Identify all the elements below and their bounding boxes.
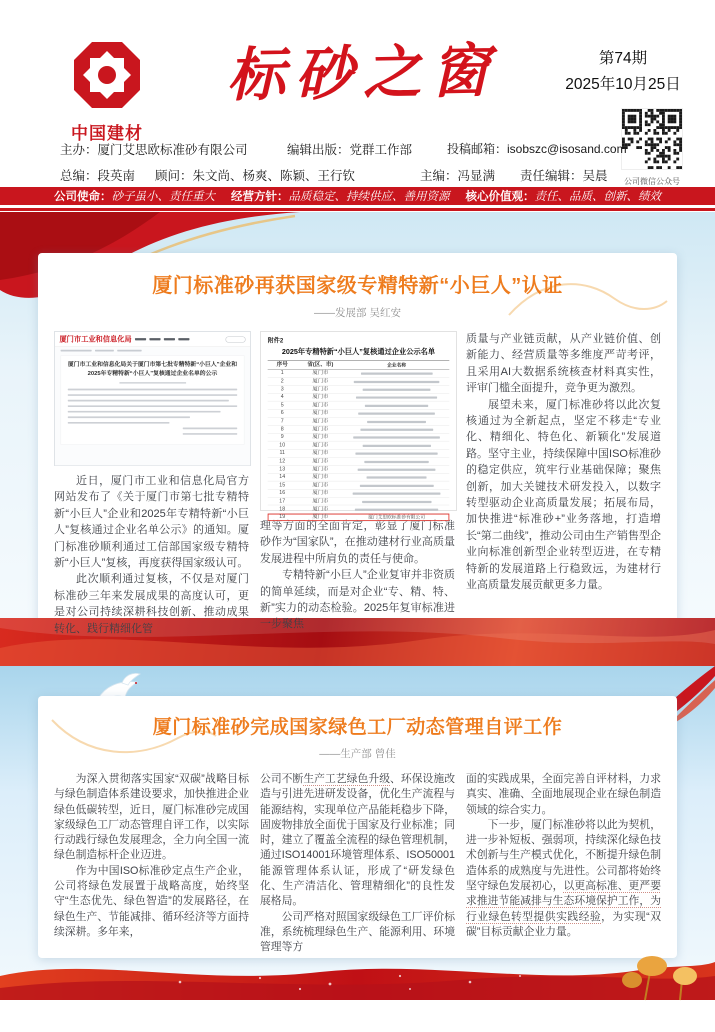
column-header: 企业名称: [387, 362, 407, 368]
attachment-table-row: 3 厦门市: [268, 386, 450, 394]
article2-title: 厦门标准砂完成国家绿色工厂动态管理自评工作: [152, 717, 563, 738]
article1-column-3: [466, 331, 661, 637]
article2-column-3: [466, 772, 661, 956]
values-item: [466, 188, 662, 204]
attachment-table-row: 9 厦门市: [268, 434, 450, 442]
attachment-table-row: 19 厦门市 厦门艾思欧标准砂有限公司: [268, 514, 450, 522]
attachment-table-row: 2 厦门市: [268, 378, 450, 386]
article1-column-2: [260, 331, 455, 637]
attachment-table-row: 6 厦门市: [268, 410, 450, 418]
masthead-chief-editor: 总编：段英南: [60, 169, 136, 183]
attachment-table-row: 12 厦门市: [268, 458, 450, 466]
attachment-table-row: 7 厦门市: [268, 418, 450, 426]
paragraph: 近日，厦门市工业和信息化局官方网站发布了《关于厦门市第七批专精特新“小巨人”企业和2025年专精特新“小巨人”复核通过企业名单公示》的通知。厦门标准砂顺利通过工信部国家级专精特新“小巨人”复核，再度获得国家级认可。: [54, 475, 249, 570]
article1-column-1: [54, 331, 249, 637]
paragraph: [260, 772, 455, 910]
attachment-table-row: 18 厦门市: [268, 506, 450, 514]
paragraph: 作为中国ISO标准砂定点生产企业，公司将绿色发展置于战略高度，始终坚守“生态优先、绿色智造”的发展路径，在绿色生产、节能减排、循环经济等方面持续深耕。多年来，: [54, 864, 249, 938]
newsletter-title: 标砂之窗: [226, 36, 500, 110]
paragraph: 面的实践成果，全面完善自评材料，力求真实、准确、全面地展现企业在绿色制造领域的综合实力。: [466, 773, 661, 816]
gov-document: [61, 355, 245, 444]
article2-card: [38, 696, 677, 958]
paragraph: [466, 818, 661, 940]
policy-value: 品质稳定、持续供应、善用资源: [288, 189, 450, 203]
masthead-editor: 主编：冯显满: [420, 169, 496, 183]
gov-doc-title: 厦门市工业和信息化局关于厦门市第七批专精特新“小巨人”企业和2025年专精特新“小巨人”复核通过企业名单的公示: [67, 360, 238, 377]
attachment-table-row: 14 厦门市: [268, 474, 450, 482]
attachment-table-row: 16 厦门市: [268, 490, 450, 498]
attachment-table-rows: [268, 370, 450, 522]
text-segment: ，为实现“双碳”目标贡献企业力量。: [466, 910, 661, 938]
mission-item: [54, 188, 215, 204]
red-stripe: [0, 208, 715, 211]
policy-item: [231, 188, 450, 204]
underlined-text-segment: 生产工艺绿色升级: [303, 773, 391, 785]
policy-label: 经营方针：: [231, 191, 289, 203]
attachment-table-row: 1 厦门市: [268, 370, 450, 378]
paragraph: 专精特新“小巨人”企业复审并非资质的简单延续，而是对企业“专、精、特、新”实力的动态检验。2025年复审标准进一步聚焦: [260, 569, 455, 631]
attachment-title: 2025年专精特新“小巨人”复核通过企业公示名单: [281, 347, 436, 357]
attachment-table-row: 5 厦门市: [268, 402, 450, 410]
text-segment: 、环保设施改造与引进先进研发设备，优化生产流程与能源结构，实现单位产品能耗稳步下降，固废物排放全面优于国家及行业标准；同时，建立了覆盖全流程的绿色管理机制，通过ISO14001环境管理体系、ISO50001能源管理体系认证，形成了“研发绿色化、生产清洁化、管理精细化”的良性发展格局。: [260, 773, 456, 908]
article2-column-1: [54, 772, 249, 956]
attachment-tag: 附件2: [267, 337, 284, 345]
article1-section: [0, 212, 715, 658]
gov-site-name: 厦门市工业和信息化局: [59, 334, 132, 343]
gov-search-box: [226, 336, 246, 342]
masthead-advisors: 顾问：朱文尚、杨爽、陈颖、王行钦: [155, 169, 356, 183]
issue-date: 2025年10月25日: [565, 76, 681, 93]
cnbm-octagon-icon: [70, 38, 144, 112]
paragraph: 展望未来，厦门标准砂将以此次复核通过为全新起点，坚定不移走“专业化、精细化、特色化、新颖化”发展道路。坚守主业，持续保障中国ISO标准砂的稳定供应，筑牢行业基础保障；聚焦创新，加大关键技术研发投入，以数字转型驱动企业高质量发展；拓展布局，加快推进“标准砂+”业务落地，打造增长“第二曲线”，推动公司由生产销售型企业向标准创新型企业转型迈进，在专精特新的发展道路上行稳致远，为建材行业高质量发展贡献更多力量。: [466, 398, 661, 592]
attachment-table-row: 17 厦门市: [268, 498, 450, 506]
attachment-table-row: 13 厦门市: [268, 466, 450, 474]
gov-website-screenshot: [54, 331, 251, 466]
cnbm-logo: [58, 38, 156, 144]
issue-block: [552, 46, 694, 98]
text-segment: 下一步，厦门标准砂将以此为契机，进一步补短板、强弱项，持续深化绿色技术创新与生产模式优化，不断提升绿色制造体系的成熟度与先进性。公司都将始终坚守绿色发展初心，: [466, 818, 661, 893]
wechat-qr: [620, 108, 684, 187]
paragraph: 为深入贯彻落实国家“双碳”战略目标与绿色制造体系建设要求，加快推进企业绿色低碳转型，近日，厦门标准砂完成国家级绿色工厂动态管理自评工作，以实际行动践行绿色发展理念，全力向全国一流绿色制造标杆企业迈进。: [54, 773, 249, 862]
masthead-email: 投稿邮箱：isobszc@isosand.com: [447, 142, 627, 156]
logo-text: 中国建材: [71, 124, 143, 143]
masthead-publisher: 编辑出版：党群工作部: [287, 143, 413, 157]
values-value: 责任、品质、创新、绩效: [534, 189, 661, 203]
values-label: 核心价值观：: [465, 191, 535, 203]
article1-byline: ——发展部 吴红安: [314, 307, 401, 319]
article1-title: 厦门标准砂再获国家级专精特新“小巨人”认证: [152, 275, 563, 297]
attachment-table-row: 10 厦门市: [268, 442, 450, 450]
attachment-table-row: 11 厦门市: [268, 450, 450, 458]
text-segment: 公司不断: [260, 773, 304, 785]
attachment-table-row: 4 厦门市: [268, 394, 450, 402]
article2-section: [0, 666, 715, 1000]
qr-caption: 公司微信公众号: [624, 177, 680, 186]
column-header: 省(区、市): [307, 361, 334, 368]
mission-label: 公司使命：: [54, 191, 112, 203]
underlined-text-segment: 以更高标准、更严要求推进节能减排与生态环境保护工作，为行业绿色转型提供实践经验: [466, 880, 662, 923]
issue-number: 第74期: [598, 50, 648, 67]
paragraph: 此次顺利通过复核，不仅是对厦门标准砂三年来发展成果的高度认可，更是对公司持续深耕科技创新、推动成果转化、践行精细化管: [54, 573, 249, 635]
article2-column-2: [260, 772, 455, 956]
paragraph: 理等方面的全面肯定，彰显了厦门标准砂作为“国家队”，在推动建材行业高质量发展进程中所肩负的责任与使命。: [260, 520, 455, 565]
attachment-table-row: 15 厦门市: [268, 482, 450, 490]
mission-value: 砂子虽小、责任重大: [111, 189, 215, 203]
article2-byline: ——生产部 曾佳: [319, 748, 396, 760]
attachment-table-screenshot: [260, 331, 457, 520]
article1-card: [38, 253, 677, 637]
qr-code-icon: [621, 108, 683, 170]
mission-banner: [0, 187, 715, 205]
masthead-duty-editor: 责任编辑：吴晨: [520, 169, 608, 183]
paragraph: 质量与产业链贡献，从产业链价值、创新能力、经营质量等多维度严苛考评，且采用AI大数据系统核查材料真实性，评审门槛全面提升，竞争更为激烈。: [466, 333, 661, 395]
column-header: 序号: [276, 361, 288, 368]
masthead-host: 主办：厦门艾思欧标准砂有限公司: [60, 143, 248, 157]
attachment-table-row: 8 厦门市: [268, 426, 450, 434]
paragraph: 公司严格对照国家级绿色工厂评价标准，系统梳理绿色生产、能源利用、环境管理等方: [260, 910, 455, 954]
